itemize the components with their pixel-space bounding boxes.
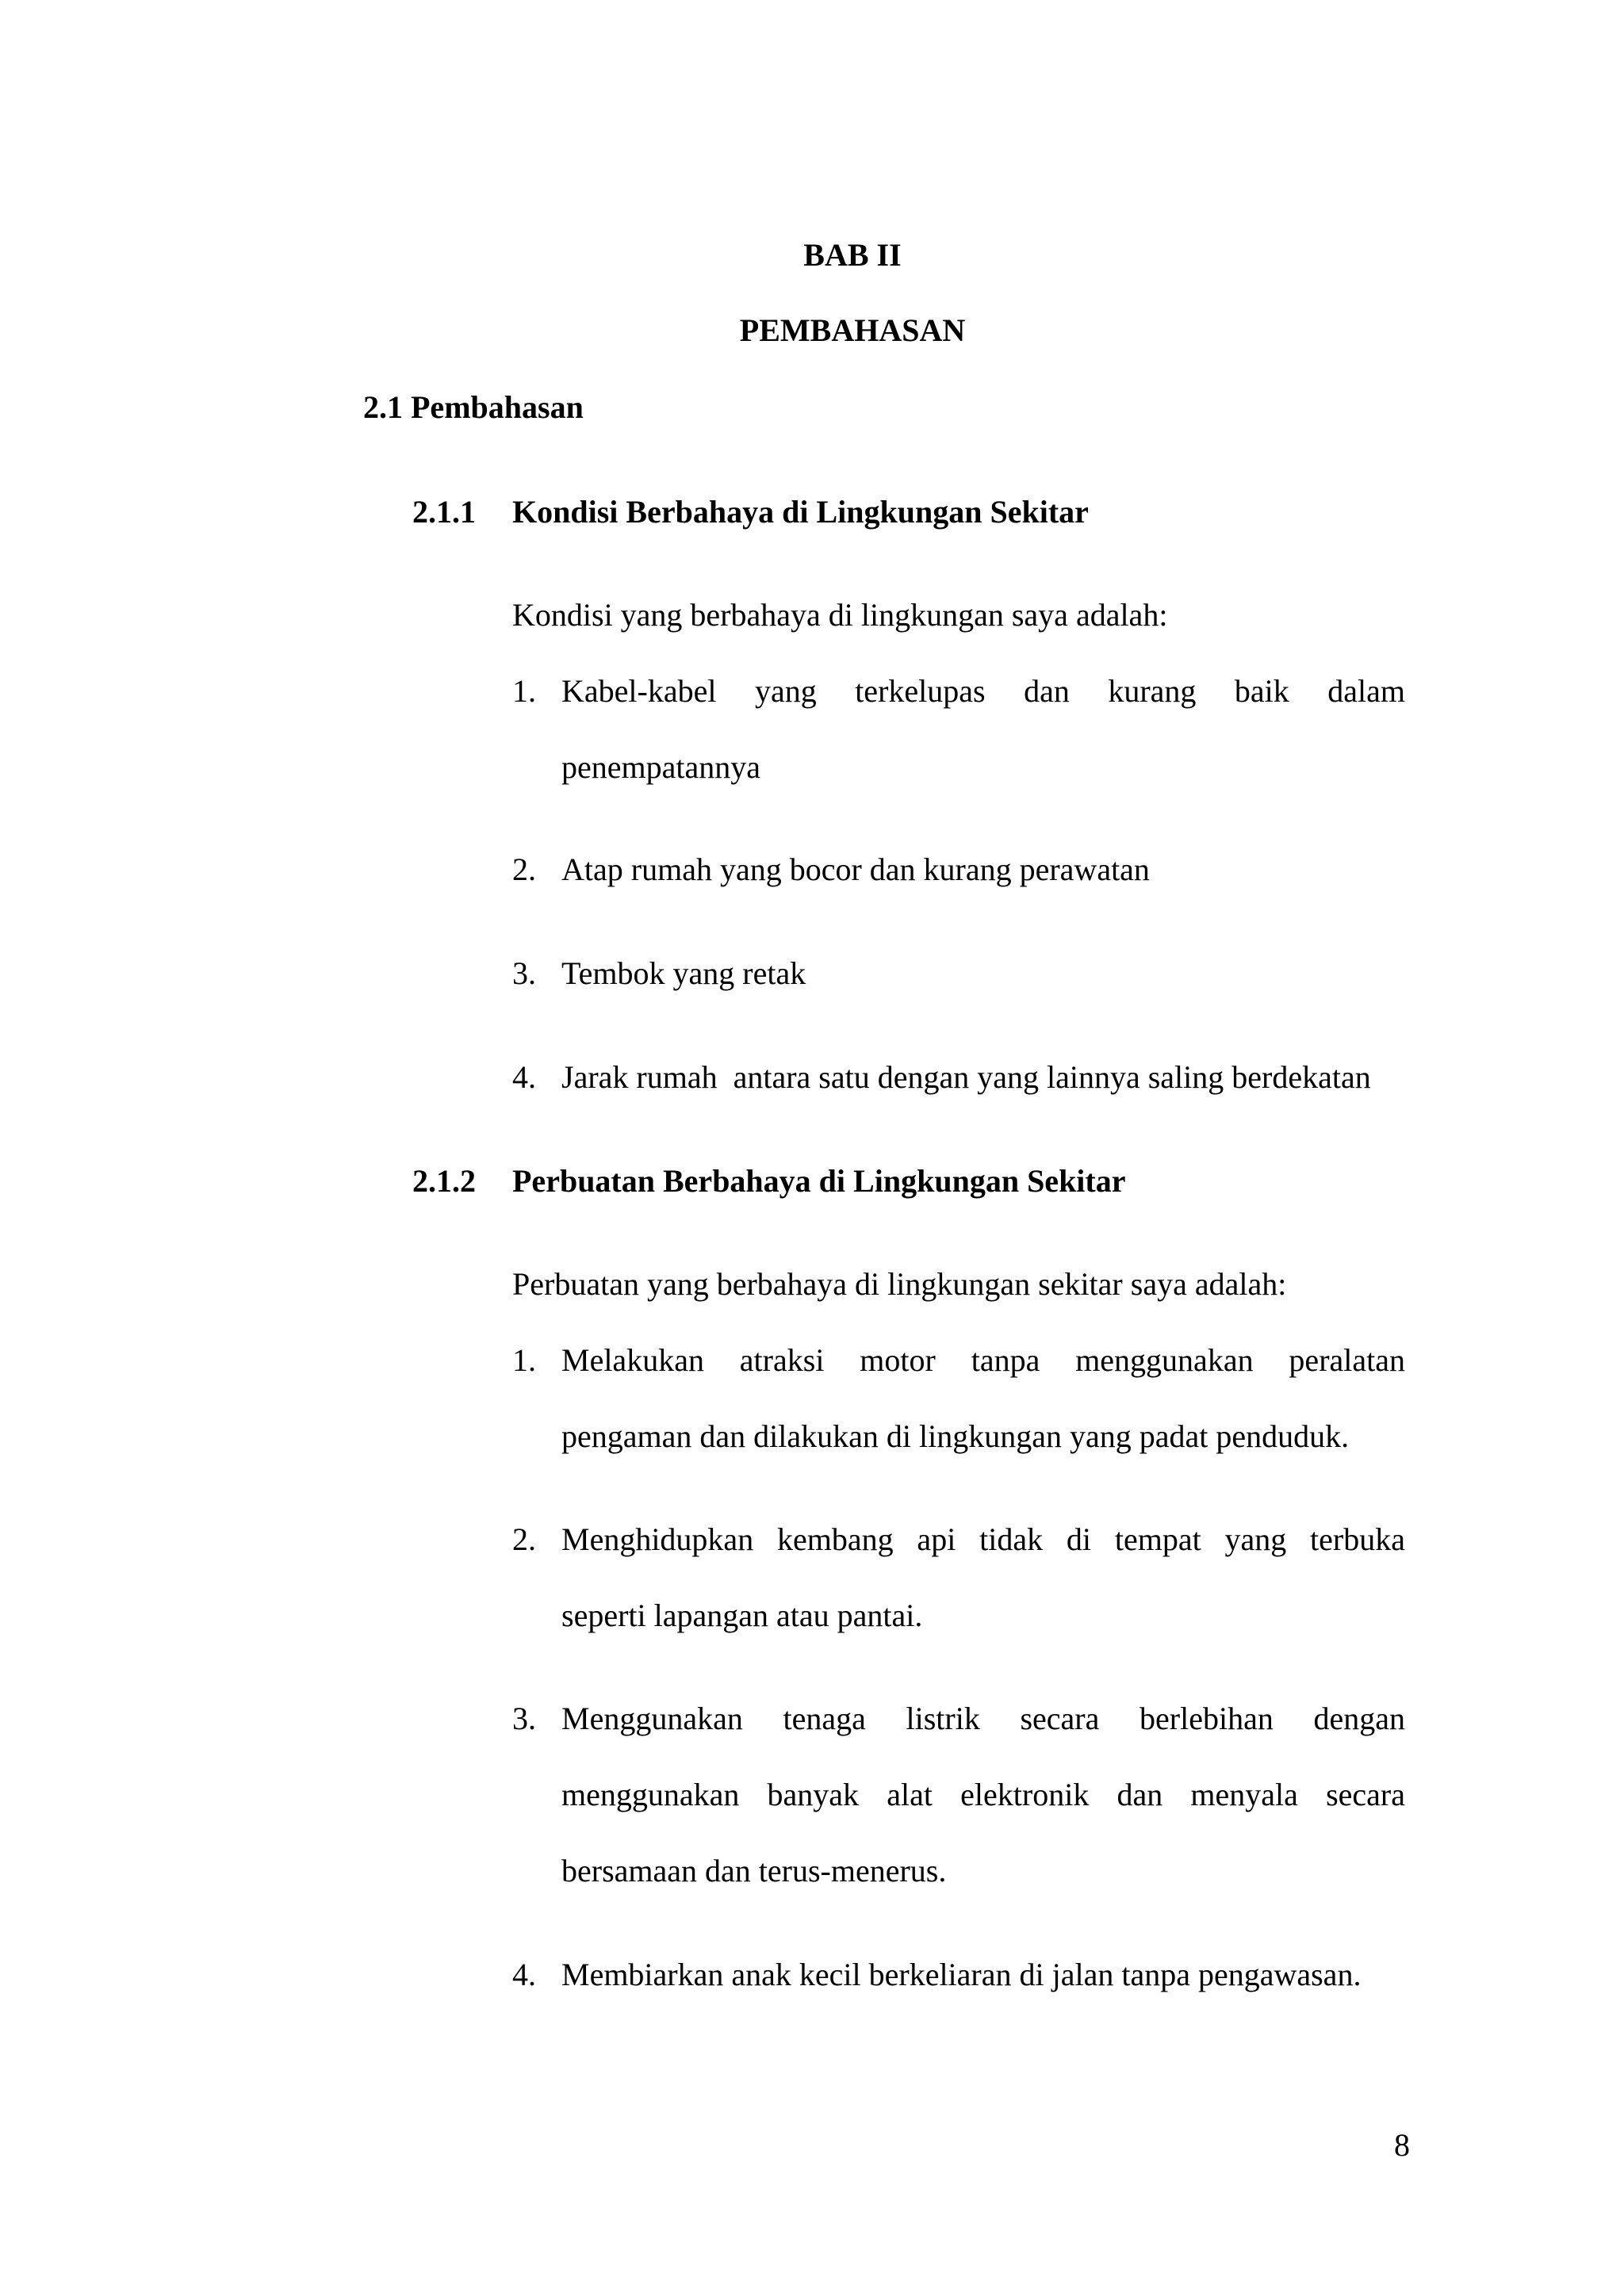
list-item-text: Kabel-kabel yang terkelupas dan kurang baik dalam: [561, 673, 1405, 709]
list-item-text: Membiarkan anak kecil berkeliaran di jalan tanpa pengawasan.: [561, 1957, 1362, 1992]
list-item-number: 3.: [512, 955, 536, 991]
subsection-number: 2.1.2: [412, 1163, 476, 1199]
list-item-number: 3.: [512, 1701, 536, 1736]
page-number: 8: [1394, 2127, 1410, 2163]
list-item-text: bersamaan dan terus-menerus.: [561, 1853, 947, 1888]
subsection-intro: Kondisi yang berbahaya di lingkungan saya adalah:: [512, 597, 1168, 633]
list-item-number: 4.: [512, 1957, 536, 1992]
subsection-intro: Perbuatan yang berbahaya di lingkungan sekitar saya adalah:: [512, 1266, 1287, 1302]
list-item-text: pengaman dan dilakukan di lingkungan yang padat penduduk.: [561, 1418, 1350, 1454]
list-item-text: penempatannya: [561, 749, 760, 785]
list-item-number: 2.: [512, 851, 536, 887]
list-item-text: seperti lapangan atau pantai.: [561, 1598, 923, 1633]
subsection-title: Kondisi Berbahaya di Lingkungan Sekitar: [512, 494, 1089, 530]
chapter-label: BAB II: [803, 237, 902, 273]
subsection-title: Perbuatan Berbahaya di Lingkungan Sekitar: [512, 1163, 1126, 1199]
list-item-number: 4.: [512, 1059, 536, 1095]
list-item-text: Atap rumah yang bocor dan kurang perawatan: [561, 851, 1150, 887]
section-heading: 2.1 Pembahasan: [363, 389, 584, 425]
list-item-text: Menghidupkan kembang api tidak di tempat yang terbuka: [561, 1521, 1405, 1557]
list-item-text: menggunakan banyak alat elektronik dan menyala secara: [561, 1777, 1405, 1812]
list-item-text: Jarak rumah antara satu dengan yang lainnya saling berdekatan: [561, 1059, 1371, 1095]
list-item-number: 2.: [512, 1521, 536, 1557]
list-item-number: 1.: [512, 1342, 536, 1378]
list-item-text: Tembok yang retak: [561, 955, 806, 991]
list-item-text: Melakukan atraksi motor tanpa menggunakan peralatan: [561, 1342, 1405, 1378]
list-item-text: Menggunakan tenaga listrik secara berlebihan dengan: [561, 1701, 1405, 1736]
list-item-number: 1.: [512, 673, 536, 709]
subsection-number: 2.1.1: [412, 494, 476, 530]
chapter-title: PEMBAHASAN: [739, 312, 966, 348]
